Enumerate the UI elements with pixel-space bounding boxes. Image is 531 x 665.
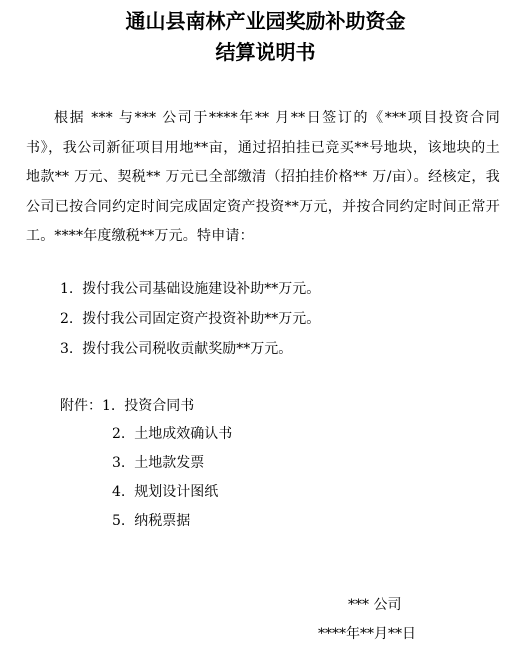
request-text: 拨付我公司固定资产投资补助**万元。 [82, 311, 321, 327]
request-text: 拨付我公司基础设施建设补助**万元。 [82, 281, 321, 297]
attachment-text: 规划设计图纸 [134, 484, 219, 500]
attachment-text: 土地款发票 [134, 455, 205, 471]
attachment-number: 1. [102, 398, 116, 414]
attachment-text: 投资合同书 [124, 398, 195, 414]
request-item [60, 309, 320, 329]
body-paragraph: 根据 *** 与*** 公司于****年** 月**日签订的《***项目投资合同书》，我公司新征项目用地**亩，通过招拍挂已竞买**号地块，该地块的土地款** 万元、契税** 万元已全部缴清（招拍挂价格** 万/亩）。经核定，我公司已按合同约定时间完成固定资产投资**万元，并按合同约定时间正常开工。****年度缴税**万元。特申请： [26, 110, 500, 244]
attachment-number: 2. [112, 426, 126, 442]
attachment-item [112, 453, 204, 473]
request-item [60, 339, 292, 359]
request-number: 3. [60, 341, 74, 357]
request-number: 2. [60, 311, 74, 327]
attachment-number: 5. [112, 513, 126, 529]
attachment-number: 4. [112, 484, 126, 500]
attachment-text: 纳税票据 [134, 513, 191, 529]
attachment-number: 3. [112, 455, 126, 471]
attachments-label: 附件： [60, 398, 102, 414]
attachment-item [112, 511, 190, 531]
signature-company: *** 公司 [348, 597, 402, 613]
request-item [60, 279, 320, 299]
document-subtitle: 结算说明书 [215, 40, 316, 64]
attachment-item [60, 396, 194, 416]
attachment-text: 土地成效确认书 [134, 426, 233, 442]
signature-date: ****年**月**日 [318, 626, 416, 642]
document-title: 通山县南林产业园奖励补助资金 [125, 9, 406, 33]
attachment-item [112, 424, 232, 444]
request-number: 1. [60, 281, 74, 297]
request-text: 拨付我公司税收贡献奖励**万元。 [82, 341, 293, 357]
attachment-item [112, 482, 218, 502]
